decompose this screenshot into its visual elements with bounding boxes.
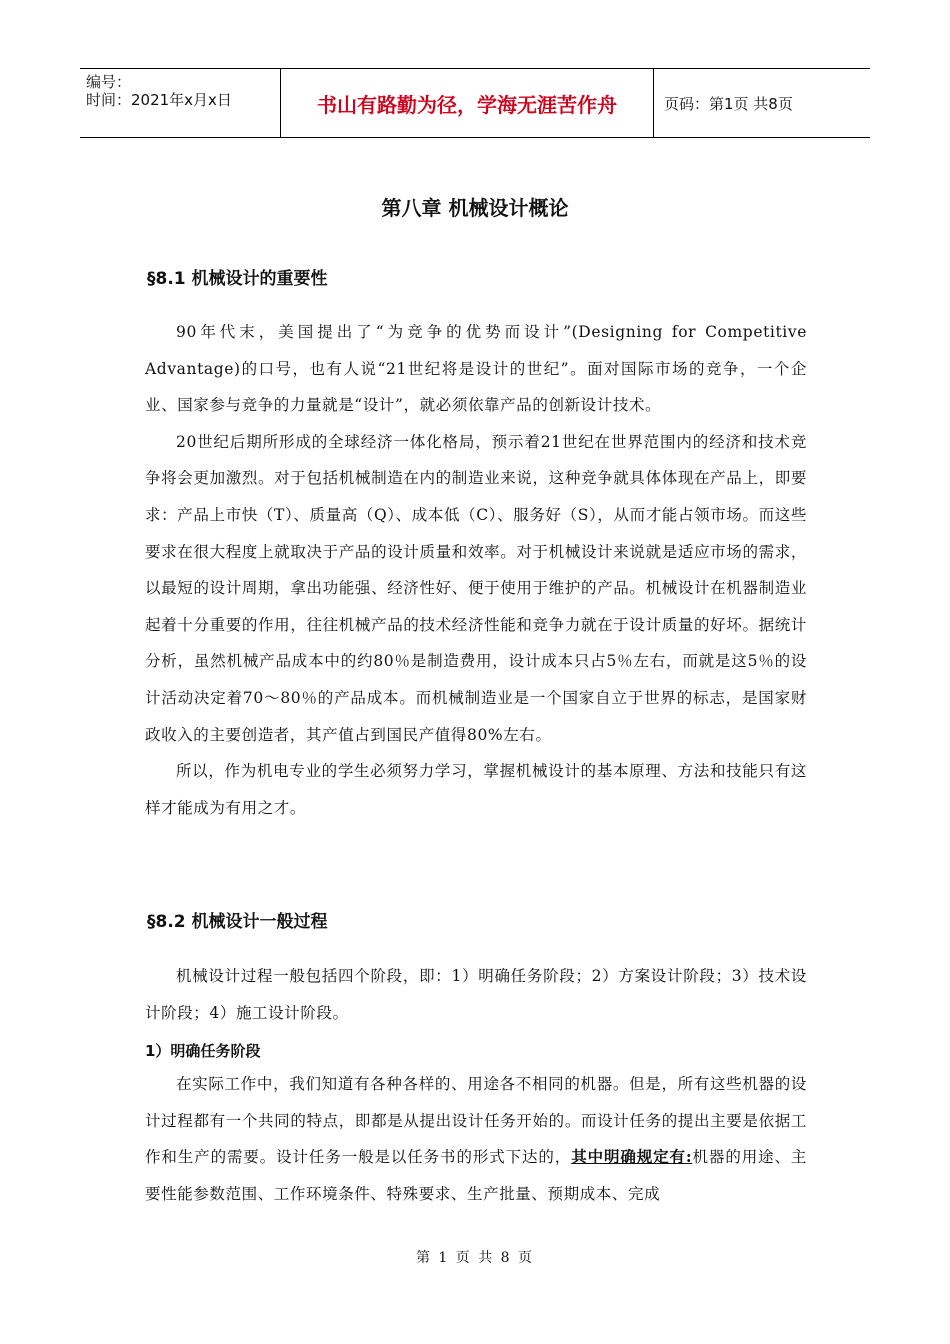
paragraph: 90年代末，美国提出了“为竞争的优势而设计”(Designing for Competitive Advantage)的口号，也有人说“21世纪将是设计的世纪”。面对国际市场的竞争，一个企业、国家参与竞争的力量就是“设计”，就必须依靠产品的创新设计技术。 xyxy=(145,323,807,415)
page-footer: 第 1 页 共 8 页 xyxy=(415,1250,535,1266)
header-page-info: 页码：第1页 共8页 xyxy=(664,94,793,113)
text-run: 机器的用途、主要性能参数范围、工作环境条件、特殊要求、生产批量、预期成本、完成 xyxy=(145,1148,807,1203)
paragraph: 所以，作为机电专业的学生必须努力学习，掌握机械设计的基本原理、方法和技能只有这样才能成为有用之才。 xyxy=(145,762,807,817)
emphasized-text: 其中明确规定有: xyxy=(571,1147,693,1167)
date-label: 时间：2021年x月x日 xyxy=(86,91,232,109)
header-motto: 书山有路勤为径，学海无涯苦作舟 xyxy=(281,69,654,137)
chapter-title: 第八章 机械设计概论 xyxy=(381,196,569,220)
page-header xyxy=(80,68,870,138)
section-8-1-body xyxy=(145,314,807,826)
paragraph: 机械设计过程一般包括四个阶段，即：1）明确任务阶段；2）方案设计阶段；3）技术设计阶段；4）施工设计阶段。 xyxy=(145,967,807,1022)
text-run: 在实际工作中，我们知道有各种各样的、用途各不相同的机器。但是，所有这些机器的设计过程都有一个共同的特点，即都是从提出设计任务开始的。而设计任务的提出主要是依据工作和生产的需要。设计任务一般是以任务书的形式下达的， xyxy=(145,1075,807,1167)
subsection-body xyxy=(145,1066,807,1212)
number-label: 编号： xyxy=(86,73,132,91)
section-heading-8-2: §8.2 机械设计一般过程 xyxy=(147,912,328,932)
subsection-heading: 1）明确任务阶段 xyxy=(145,1042,261,1060)
paragraph xyxy=(145,1066,807,1212)
header-left-cell xyxy=(80,69,281,137)
section-8-2-intro xyxy=(145,958,807,1031)
paragraph: 20世纪后期所形成的全球经济一体化格局，预示着21世纪在世界范围内的经济和技术竞争将会更加激烈。对于包括机械制造在内的制造业来说，这种竞争就具体体现在产品上，即要求：产品上市快（T）、质量高（Q）、成本低（C）、服务好（S），从而才能占领市场。而这些要求在很大程度上就取决于产品的设计质量和效率。对于机械设计来说就是适应市场的需求，以最短的设计周期，拿出功能强、经济性好、便于使用于维护的产品。机械设计在机器制造业起着十分重要的作用，往往机械产品的技术经济性能和竞争力就在于设计质量的好坏。据统计分析，虽然机械产品成本中的约80％是制造费用，设计成本只占5％左右，而就是这5％的设计活动决定着70～80％的产品成本。而机械制造业是一个国家自立于世界的标志，是国家财政收入的主要创造者，其产值占到国民产值得80%左右。 xyxy=(145,432,807,744)
section-heading-8-1: §8.1 机械设计的重要性 xyxy=(147,269,328,289)
